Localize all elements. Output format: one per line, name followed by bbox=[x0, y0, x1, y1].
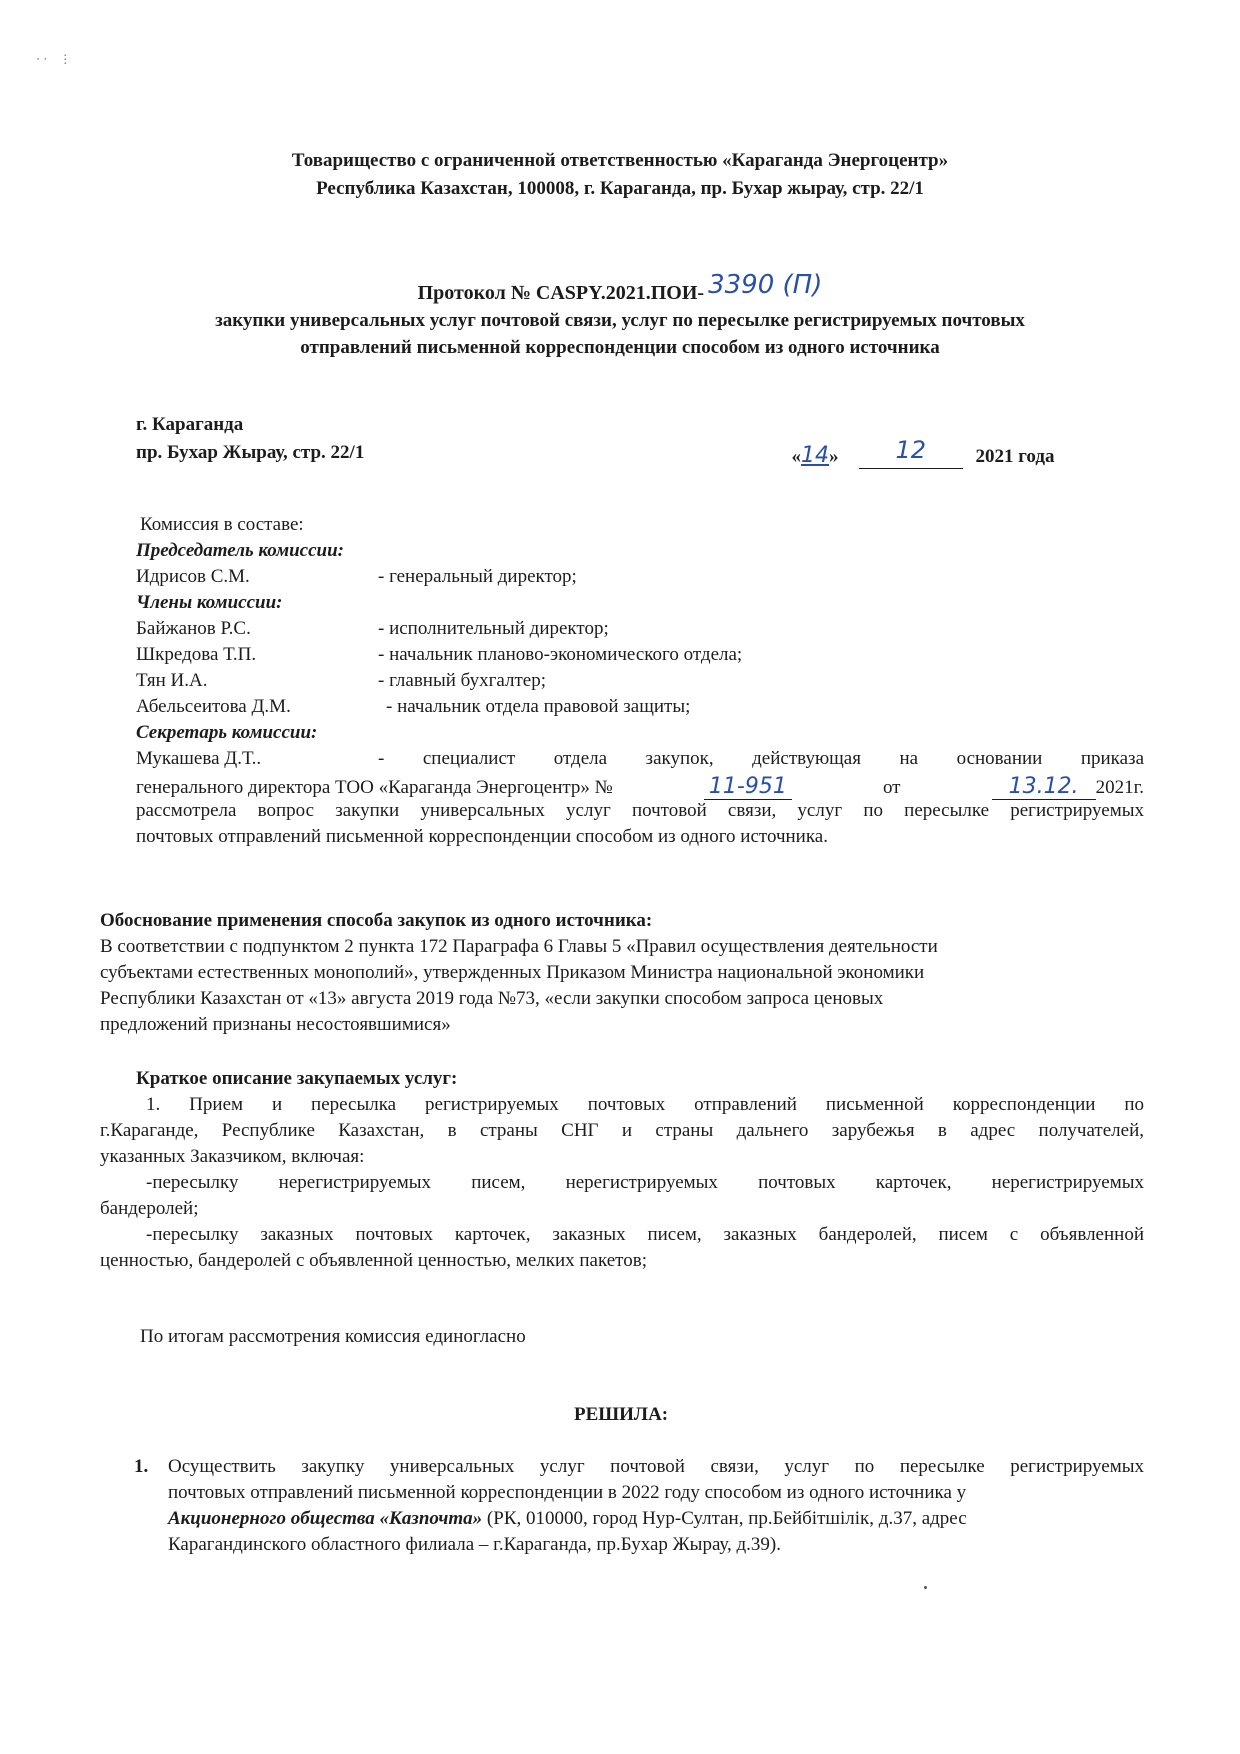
member-role: - начальник планово-экономического отдела; bbox=[378, 644, 743, 665]
member-name: Байжанов Р.С. bbox=[136, 618, 251, 639]
justification-line: Республики Казахстан от «13» августа 2019 года №73, «если закупки способом запроса ценовых bbox=[100, 988, 884, 1009]
description-p2-line-1: -пересылку нерегистрируемых писем, нерегистрируемых почтовых карточек, нерегистрируемых bbox=[146, 1172, 1144, 1193]
description-p2-line-2: бандеролей; bbox=[100, 1198, 199, 1219]
member-role: - главный бухгалтер; bbox=[378, 670, 546, 691]
place-city: г. Караганда bbox=[136, 414, 244, 435]
secretary-name: Мукашева Д.Т.. bbox=[136, 748, 262, 769]
justification-heading: Обоснование применения способа закупок из одного источника: bbox=[100, 910, 653, 931]
decision-supplier-name: Акционерного общества «Казпочта» bbox=[168, 1508, 483, 1529]
date-open-quote: « bbox=[791, 446, 801, 467]
date-close-quote: » bbox=[829, 446, 839, 467]
justification-line: предложений признаны несостоявшимися» bbox=[100, 1014, 451, 1035]
protocol-title bbox=[0, 270, 1240, 306]
scan-specks: ⋅ ⋅ ⋮ bbox=[36, 52, 72, 66]
place-street: пр. Бухар Жырау, стр. 22/1 bbox=[136, 442, 365, 463]
decision-line-1: Осуществить закупку универсальных услуг почтовой связи, услуг по пересылке регистрируемых bbox=[168, 1456, 1144, 1477]
description-p1-line-2: г.Караганде, Республике Казахстан, в страны СНГ и страны дальнего зарубежья в адрес получателей, bbox=[100, 1120, 1144, 1141]
member-name: Абельсеитова Д.М. bbox=[136, 696, 291, 717]
considered-line-1: рассмотрела вопрос закупки универсальных услуг почтовой связи, услуг по пересылке регистрируемых bbox=[136, 800, 1144, 821]
member-role: - начальник отдела правовой защиты; bbox=[386, 696, 691, 717]
member-role: - исполнительный директор; bbox=[378, 618, 609, 639]
secretary-heading: Секретарь комиссии: bbox=[136, 722, 318, 743]
chairman-role: - генеральный директор; bbox=[378, 566, 577, 587]
description-p1-line-3: указанных Заказчиком, включая: bbox=[100, 1146, 365, 1167]
justification-line: В соответствии с подпунктом 2 пункта 172 Параграфа 6 Главы 5 «Правил осуществления деятельности bbox=[100, 936, 938, 957]
company-address: Республика Казахстан, 100008, г. Караганда, пр. Бухар жырау, стр. 22/1 bbox=[316, 178, 924, 199]
order-number: 11-951 bbox=[708, 774, 787, 799]
chairman-name: Идрисов С.М. bbox=[136, 566, 250, 587]
company-name: Товарищество с ограниченной ответственностью «Караганда Энергоцентр» bbox=[291, 150, 949, 171]
decided-heading: РЕШИЛА: bbox=[574, 1404, 669, 1425]
decision-line-3 bbox=[168, 1508, 967, 1530]
protocol-subject-line-1: закупки универсальных услуг почтовой связи, услуг по пересылке регистрируемых почтовых bbox=[215, 310, 1025, 331]
protocol-date bbox=[786, 436, 1055, 469]
scan-dot bbox=[924, 1586, 927, 1589]
date-day: 14 bbox=[801, 443, 829, 468]
member-name: Шкредова Т.П. bbox=[136, 644, 257, 665]
secretary-role-line-1: - специалист отдела закупок, действующая на основании приказа bbox=[378, 748, 1144, 769]
members-heading: Члены комиссии: bbox=[136, 592, 283, 613]
protocol-handwritten-number: 3390 (П) bbox=[708, 270, 823, 300]
description-heading: Краткое описание закупаемых услуг: bbox=[136, 1068, 458, 1089]
decision-number: 1. bbox=[134, 1456, 149, 1477]
member-name: Тян И.А. bbox=[136, 670, 208, 691]
decision-supplier-address: (РК, 010000, город Нур-Султан, пр.Бейбітшілік, д.37, адрес bbox=[482, 1508, 967, 1529]
protocol-subject-line-2: отправлений письменной корреспонденции способом из одного источника bbox=[300, 337, 940, 358]
secretary-order-line bbox=[136, 774, 1144, 800]
description-p3-line-2: ценностью, бандеролей с объявленной ценностью, мелких пакетов; bbox=[100, 1250, 647, 1271]
order-line-suffix: 2021г. bbox=[1095, 777, 1144, 798]
order-line-prefix: генерального директора ТОО «Караганда Энергоцентр» № bbox=[136, 777, 613, 798]
decision-line-4: Карагандинского областного филиала – г.Караганда, пр.Бухар Жырау, д.39). bbox=[168, 1534, 782, 1555]
decision-line-2: почтовых отправлений письменной корреспонденции в 2022 году способом из одного источника у bbox=[168, 1482, 967, 1503]
description-p3-line-1: -пересылку заказных почтовых карточек, заказных писем, заказных бандеролей, писем с объявленной bbox=[146, 1224, 1144, 1245]
chairman-heading: Председатель комиссии: bbox=[136, 540, 344, 561]
considered-line-2: почтовых отправлений письменной корреспонденции способом из одного источника. bbox=[136, 826, 828, 847]
protocol-title-prefix: Протокол № CASPY.2021.ПОИ- bbox=[417, 282, 705, 304]
order-line-mid: от bbox=[882, 777, 901, 798]
description-p1-line-1: 1. Прием и пересылка регистрируемых почтовых отправлений письменной корреспонденции по bbox=[146, 1094, 1144, 1115]
conclusion-text: По итогам рассмотрения комиссия единогласно bbox=[140, 1326, 526, 1347]
date-year: 2021 года bbox=[975, 446, 1055, 467]
order-date: 13.12. bbox=[1008, 774, 1079, 799]
date-month: 12 bbox=[895, 436, 927, 464]
commission-intro: Комиссия в составе: bbox=[140, 514, 304, 535]
justification-line: субъектами естественных монополий», утвержденных Приказом Министра национальной экономики bbox=[100, 962, 925, 983]
